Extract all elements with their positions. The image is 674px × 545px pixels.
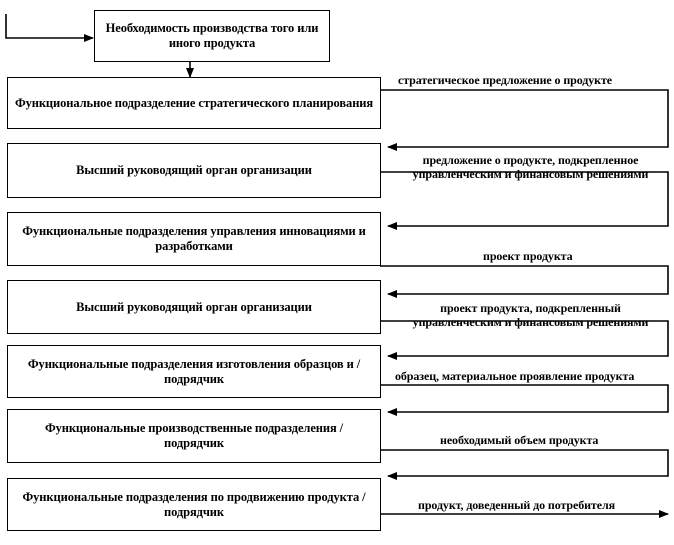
stage-box-promotion: [7, 478, 381, 531]
stage-text: Необходимость производства того или иного продукта: [105, 21, 319, 50]
flow-label-3: проект продукта: [483, 249, 573, 263]
flow-label-5: образец, материальное проявление продукта: [395, 369, 635, 383]
stage-text: Высший руководящий орган организации: [76, 299, 312, 314]
flow-label-1: стратегическое предложение о продукте: [398, 73, 612, 87]
stage-text: Функциональное подразделение стратегического планирования: [14, 95, 374, 110]
flow-label-line: управленческим и финансовым решениями: [412, 315, 649, 329]
stage-box-prototyping: [7, 345, 381, 398]
flow-connector-3: [380, 266, 668, 294]
flow-label-4: [393, 301, 668, 329]
flow-connector-1: [380, 90, 668, 147]
stage-box-strategic-planning: [7, 77, 381, 129]
stage-text: Функциональные подразделения управления инновациями и разработками: [22, 224, 366, 253]
flow-label-6: необходимый объем продукта: [440, 433, 599, 447]
flow-label-7: продукт, доведенный до потребителя: [418, 498, 615, 512]
stage-text: Высший руководящий орган организации: [76, 163, 312, 177]
stage-box-top-management-1: [7, 143, 381, 198]
stage-box-need: [94, 10, 330, 62]
flow-connector-6: [380, 450, 668, 476]
flow-label-2: [393, 153, 668, 181]
stage-box-innovation-rd: [7, 212, 381, 266]
flow-label-line: проект продукта, подкрепленный: [440, 301, 621, 315]
flow-label-line: предложение о продукте, подкрепленное: [422, 153, 639, 167]
stage-box-top-management-2: [7, 280, 381, 334]
stage-box-production: [7, 409, 381, 463]
flow-label-line: управленческим и финансовым решениями: [412, 167, 649, 181]
flow-connector-5: [380, 385, 668, 412]
stage-text: Функциональные подразделения изготовления образцов и / подрядчик: [27, 356, 361, 386]
stage-text: Функциональные подразделения по продвижению продукта / подрядчик: [22, 489, 366, 519]
stage-text: Функциональные производственные подразделения / подрядчик: [44, 421, 344, 450]
entry-connector: [6, 14, 93, 38]
